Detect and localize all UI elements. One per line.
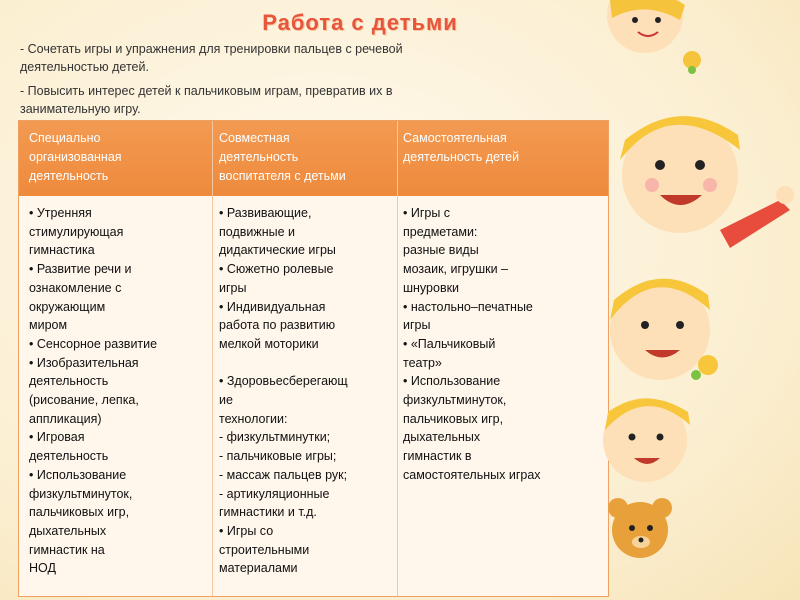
cell-line: • Игры со	[219, 523, 274, 538]
cell-line: аппликация)	[29, 411, 102, 426]
header-line: деятельность	[29, 169, 109, 183]
cell-line: стимулирующая	[29, 224, 124, 239]
cell-line: • Игровая	[29, 430, 85, 445]
header-joint	[219, 129, 394, 186]
cell-line: дыхательных	[403, 430, 481, 445]
activities-table	[18, 120, 609, 597]
cell-line: миром	[29, 318, 68, 333]
cell-line: - пальчиковые игры;	[219, 449, 337, 464]
cell-line: • Использование	[29, 467, 127, 482]
cell-organized	[29, 204, 209, 578]
intro-line: - Сочетать игры и упражнения для тренировки пальцев с речевой	[20, 42, 403, 56]
header-line: Совместная	[219, 131, 290, 145]
cell-line: материалами	[219, 561, 298, 576]
column-divider	[397, 121, 398, 596]
cell-line: дидактические игры	[219, 243, 336, 258]
cell-line: • Изобразительная	[29, 355, 139, 370]
header-line: Самостоятельная	[403, 131, 507, 145]
cell-line: гимнастики и т.д.	[219, 505, 317, 520]
cell-line: гимнастик в	[403, 449, 472, 464]
cell-line: физкультминуток,	[29, 486, 133, 501]
cell-line: технологии:	[219, 411, 288, 426]
page-title: Работа с детьми	[262, 10, 458, 35]
cell-line	[219, 354, 394, 373]
table-body	[19, 196, 608, 596]
cell-line: игры	[403, 318, 431, 333]
child-face-icon	[607, 0, 701, 74]
cell-line: деятельность	[29, 374, 109, 389]
cell-line: театр»	[403, 355, 442, 370]
header-line: воспитателя с детьми	[219, 169, 346, 183]
bear-icon	[608, 498, 672, 558]
cell-line: • Индивидуальная	[219, 299, 326, 314]
cell-line: • Сюжетно ролевые	[219, 262, 334, 277]
cell-line: окружающим	[29, 299, 106, 314]
cell-line: НОД	[29, 561, 56, 576]
cell-line: - физкультминутки;	[219, 430, 331, 445]
child-face-icon	[610, 279, 718, 380]
cell-line: (рисование, лепка,	[29, 393, 139, 408]
header-independent	[403, 129, 598, 167]
cell-line: - массаж пальцев рук;	[219, 467, 348, 482]
cell-line: пальчиковых игр,	[29, 505, 130, 520]
child-face-icon	[620, 116, 794, 248]
cell-line: • Игры с	[403, 206, 451, 220]
cell-line: игры	[219, 280, 247, 295]
cell-line: • Здоровьесберегающ	[219, 374, 348, 389]
header-organized	[29, 129, 209, 186]
cell-line: дыхательных	[29, 523, 107, 538]
intro-line: деятельностью детей.	[20, 60, 149, 74]
intro-line: занимательную игру.	[20, 102, 141, 116]
cell-line: - артикуляционные	[219, 486, 330, 501]
cell-line: • Сенсорное развитие	[29, 336, 158, 351]
cell-line: пальчиковых игр,	[403, 411, 504, 426]
header-line: организованная	[29, 150, 122, 164]
cell-line: шнуровки	[403, 280, 460, 295]
cell-line: деятельность	[29, 449, 109, 464]
cell-line: мозаик, игрушки –	[403, 262, 508, 277]
cell-line: мелкой моторики	[219, 336, 319, 351]
cell-line: предметами:	[403, 224, 478, 239]
header-line: деятельность детей	[403, 150, 520, 164]
cell-independent	[403, 204, 598, 485]
cell-line: гимнастика	[29, 243, 95, 258]
table-header	[19, 121, 608, 196]
cell-joint	[219, 204, 394, 578]
cell-line: • Использование	[403, 374, 501, 389]
cell-line: работа по развитию	[219, 318, 336, 333]
child-face-icon	[603, 398, 690, 482]
cell-line: подвижные и	[219, 224, 296, 239]
intro-goal-1	[20, 40, 540, 76]
cell-line: разные виды	[403, 243, 479, 258]
intro-line: - Повысить интерес детей к пальчиковым играм, превратив их в	[20, 84, 393, 98]
cell-line: • Развитие речи и	[29, 262, 132, 277]
cell-line: ие	[219, 393, 233, 408]
intro-goal-2	[20, 82, 540, 118]
cell-line: физкультминуток,	[403, 393, 507, 408]
kids-decoration	[600, 0, 800, 600]
header-line: Специально	[29, 131, 101, 145]
cell-line: • Развивающие,	[219, 206, 312, 220]
cell-line: самостоятельных играх	[403, 467, 541, 482]
cell-line: ознакомление с	[29, 280, 122, 295]
header-line: деятельность	[219, 150, 299, 164]
cell-line: гимнастик на	[29, 542, 105, 557]
cell-line: строительными	[219, 542, 310, 557]
cell-line: • настольно–печатные	[403, 299, 533, 314]
cell-line: • «Пальчиковый	[403, 336, 496, 351]
column-divider	[212, 121, 213, 596]
cell-line: • Утренняя	[29, 206, 92, 220]
